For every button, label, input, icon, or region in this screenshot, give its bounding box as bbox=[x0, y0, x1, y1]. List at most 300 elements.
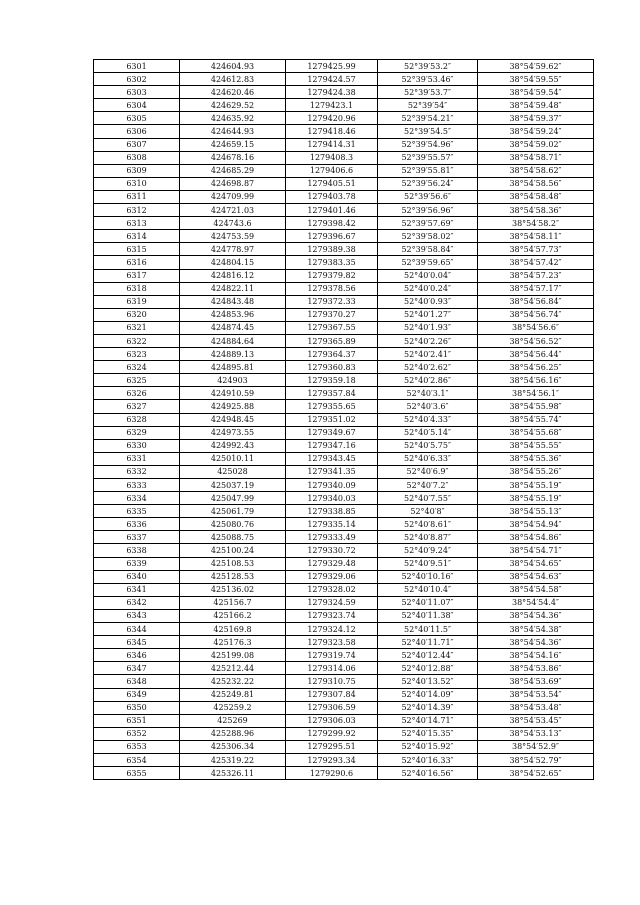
x-coordinate-cell: 425212.44 bbox=[180, 662, 286, 675]
longitude-cell: 38°54′55.68″ bbox=[478, 426, 594, 439]
latitude-cell: 52°40′9.51″ bbox=[378, 557, 478, 570]
y-coordinate-cell: 1279310.75 bbox=[286, 675, 378, 688]
longitude-cell: 38°54′54.16″ bbox=[478, 649, 594, 662]
point-number-cell: 6302 bbox=[94, 73, 180, 86]
latitude-cell: 52°39′54.5″ bbox=[378, 125, 478, 138]
latitude-cell: 52°40′11.07″ bbox=[378, 596, 478, 609]
x-coordinate-cell: 424620.46 bbox=[180, 86, 286, 99]
table-row bbox=[94, 177, 594, 190]
table-row bbox=[94, 767, 594, 780]
latitude-cell: 52°40′2.41″ bbox=[378, 348, 478, 361]
point-number-cell: 6336 bbox=[94, 518, 180, 531]
longitude-cell: 38°54′58.11″ bbox=[478, 230, 594, 243]
y-coordinate-cell: 1279420.96 bbox=[286, 112, 378, 125]
point-number-cell: 6353 bbox=[94, 740, 180, 753]
latitude-cell: 52°39′54″ bbox=[378, 99, 478, 112]
table-row bbox=[94, 217, 594, 230]
table-row bbox=[94, 112, 594, 125]
longitude-cell: 38°54′59.62″ bbox=[478, 60, 594, 73]
y-coordinate-cell: 1279423.1 bbox=[286, 99, 378, 112]
longitude-cell: 38°54′56.25″ bbox=[478, 361, 594, 374]
y-coordinate-cell: 1279406.6 bbox=[286, 164, 378, 177]
latitude-cell: 52°40′2.86″ bbox=[378, 374, 478, 387]
point-number-cell: 6339 bbox=[94, 557, 180, 570]
table-row bbox=[94, 204, 594, 217]
x-coordinate-cell: 425169.8 bbox=[180, 623, 286, 636]
table-row bbox=[94, 557, 594, 570]
y-coordinate-cell: 1279351.02 bbox=[286, 413, 378, 426]
latitude-cell: 52°40′14.71″ bbox=[378, 714, 478, 727]
y-coordinate-cell: 1279293.34 bbox=[286, 753, 378, 766]
longitude-cell: 38°54′55.19″ bbox=[478, 479, 594, 492]
point-number-cell: 6303 bbox=[94, 86, 180, 99]
latitude-cell: 52°40′8.61″ bbox=[378, 518, 478, 531]
table-row bbox=[94, 714, 594, 727]
point-number-cell: 6308 bbox=[94, 151, 180, 164]
x-coordinate-cell: 425080.76 bbox=[180, 518, 286, 531]
x-coordinate-cell: 424948.45 bbox=[180, 413, 286, 426]
x-coordinate-cell: 424612.83 bbox=[180, 73, 286, 86]
point-number-cell: 6316 bbox=[94, 256, 180, 269]
y-coordinate-cell: 1279349.67 bbox=[286, 426, 378, 439]
x-coordinate-cell: 425249.81 bbox=[180, 688, 286, 701]
table-row bbox=[94, 282, 594, 295]
latitude-cell: 52°39′59.65″ bbox=[378, 256, 478, 269]
x-coordinate-cell: 425319.22 bbox=[180, 753, 286, 766]
point-number-cell: 6346 bbox=[94, 649, 180, 662]
table-row bbox=[94, 505, 594, 518]
table-row bbox=[94, 570, 594, 583]
latitude-cell: 52°39′58.84″ bbox=[378, 243, 478, 256]
point-number-cell: 6343 bbox=[94, 609, 180, 622]
y-coordinate-cell: 1279335.14 bbox=[286, 518, 378, 531]
longitude-cell: 38°54′52.79″ bbox=[478, 753, 594, 766]
longitude-cell: 38°54′55.26″ bbox=[478, 465, 594, 478]
point-number-cell: 6321 bbox=[94, 321, 180, 334]
x-coordinate-cell: 424874.45 bbox=[180, 321, 286, 334]
y-coordinate-cell: 1279323.74 bbox=[286, 609, 378, 622]
latitude-cell: 52°40′4.33″ bbox=[378, 413, 478, 426]
point-number-cell: 6306 bbox=[94, 125, 180, 138]
x-coordinate-cell: 424604.93 bbox=[180, 60, 286, 73]
x-coordinate-cell: 425047.99 bbox=[180, 492, 286, 505]
table-row bbox=[94, 374, 594, 387]
table-row bbox=[94, 125, 594, 138]
latitude-cell: 52°40′1.93″ bbox=[378, 321, 478, 334]
table-row bbox=[94, 492, 594, 505]
x-coordinate-cell: 424721.03 bbox=[180, 204, 286, 217]
point-number-cell: 6335 bbox=[94, 505, 180, 518]
point-number-cell: 6349 bbox=[94, 688, 180, 701]
y-coordinate-cell: 1279360.83 bbox=[286, 361, 378, 374]
latitude-cell: 52°40′15.92″ bbox=[378, 740, 478, 753]
x-coordinate-cell: 424895.81 bbox=[180, 361, 286, 374]
y-coordinate-cell: 1279418.46 bbox=[286, 125, 378, 138]
latitude-cell: 52°39′53.2″ bbox=[378, 60, 478, 73]
point-number-cell: 6338 bbox=[94, 544, 180, 557]
y-coordinate-cell: 1279338.85 bbox=[286, 505, 378, 518]
y-coordinate-cell: 1279333.49 bbox=[286, 531, 378, 544]
x-coordinate-cell: 424853.96 bbox=[180, 308, 286, 321]
y-coordinate-cell: 1279324.12 bbox=[286, 623, 378, 636]
x-coordinate-cell: 425010.11 bbox=[180, 452, 286, 465]
point-number-cell: 6355 bbox=[94, 767, 180, 780]
y-coordinate-cell: 1279401.46 bbox=[286, 204, 378, 217]
table-row bbox=[94, 753, 594, 766]
x-coordinate-cell: 424843.48 bbox=[180, 295, 286, 308]
point-number-cell: 6347 bbox=[94, 662, 180, 675]
latitude-cell: 52°40′5.75″ bbox=[378, 439, 478, 452]
table-row bbox=[94, 636, 594, 649]
table-row bbox=[94, 334, 594, 347]
y-coordinate-cell: 1279357.84 bbox=[286, 387, 378, 400]
point-number-cell: 6350 bbox=[94, 701, 180, 714]
table-row bbox=[94, 675, 594, 688]
x-coordinate-cell: 424804.15 bbox=[180, 256, 286, 269]
x-coordinate-cell: 424685.29 bbox=[180, 164, 286, 177]
y-coordinate-cell: 1279341.35 bbox=[286, 465, 378, 478]
y-coordinate-cell: 1279359.18 bbox=[286, 374, 378, 387]
point-number-cell: 6341 bbox=[94, 583, 180, 596]
x-coordinate-cell: 425232.22 bbox=[180, 675, 286, 688]
y-coordinate-cell: 1279396.67 bbox=[286, 230, 378, 243]
x-coordinate-cell: 425028 bbox=[180, 465, 286, 478]
table-row bbox=[94, 465, 594, 478]
x-coordinate-cell: 424910.59 bbox=[180, 387, 286, 400]
longitude-cell: 38°54′55.36″ bbox=[478, 452, 594, 465]
x-coordinate-cell: 425136.02 bbox=[180, 583, 286, 596]
point-number-cell: 6301 bbox=[94, 60, 180, 73]
longitude-cell: 38°54′58.56″ bbox=[478, 177, 594, 190]
latitude-cell: 52°40′16.56″ bbox=[378, 767, 478, 780]
latitude-cell: 52°40′1.27″ bbox=[378, 308, 478, 321]
y-coordinate-cell: 1279328.02 bbox=[286, 583, 378, 596]
longitude-cell: 38°54′54.58″ bbox=[478, 583, 594, 596]
longitude-cell: 38°54′57.17″ bbox=[478, 282, 594, 295]
table-row bbox=[94, 230, 594, 243]
point-number-cell: 6352 bbox=[94, 727, 180, 740]
latitude-cell: 52°40′6.33″ bbox=[378, 452, 478, 465]
coordinate-table bbox=[93, 59, 594, 780]
y-coordinate-cell: 1279355.65 bbox=[286, 400, 378, 413]
x-coordinate-cell: 424644.93 bbox=[180, 125, 286, 138]
longitude-cell: 38°54′53.48″ bbox=[478, 701, 594, 714]
longitude-cell: 38°54′54.71″ bbox=[478, 544, 594, 557]
point-number-cell: 6334 bbox=[94, 492, 180, 505]
latitude-cell: 52°40′14.39″ bbox=[378, 701, 478, 714]
latitude-cell: 52°40′12.88″ bbox=[378, 662, 478, 675]
longitude-cell: 38°54′58.71″ bbox=[478, 151, 594, 164]
table-row bbox=[94, 151, 594, 164]
longitude-cell: 38°54′54.36″ bbox=[478, 636, 594, 649]
x-coordinate-cell: 424903 bbox=[180, 374, 286, 387]
point-number-cell: 6315 bbox=[94, 243, 180, 256]
y-coordinate-cell: 1279306.59 bbox=[286, 701, 378, 714]
longitude-cell: 38°54′54.4″ bbox=[478, 596, 594, 609]
y-coordinate-cell: 1279398.42 bbox=[286, 217, 378, 230]
point-number-cell: 6311 bbox=[94, 190, 180, 203]
y-coordinate-cell: 1279403.78 bbox=[286, 190, 378, 203]
table-row bbox=[94, 86, 594, 99]
longitude-cell: 38°54′56.6″ bbox=[478, 321, 594, 334]
y-coordinate-cell: 1279295.51 bbox=[286, 740, 378, 753]
latitude-cell: 52°40′5.14″ bbox=[378, 426, 478, 439]
latitude-cell: 52°40′15.35″ bbox=[378, 727, 478, 740]
table-row bbox=[94, 583, 594, 596]
y-coordinate-cell: 1279365.89 bbox=[286, 334, 378, 347]
longitude-cell: 38°54′55.74″ bbox=[478, 413, 594, 426]
y-coordinate-cell: 1279340.03 bbox=[286, 492, 378, 505]
y-coordinate-cell: 1279378.56 bbox=[286, 282, 378, 295]
x-coordinate-cell: 424992.43 bbox=[180, 439, 286, 452]
latitude-cell: 52°40′11.38″ bbox=[378, 609, 478, 622]
longitude-cell: 38°54′57.23″ bbox=[478, 269, 594, 282]
latitude-cell: 52°39′58.02″ bbox=[378, 230, 478, 243]
latitude-cell: 52°40′0.04″ bbox=[378, 269, 478, 282]
point-number-cell: 6307 bbox=[94, 138, 180, 151]
point-number-cell: 6319 bbox=[94, 295, 180, 308]
x-coordinate-cell: 424884.64 bbox=[180, 334, 286, 347]
point-number-cell: 6344 bbox=[94, 623, 180, 636]
latitude-cell: 52°40′12.44″ bbox=[378, 649, 478, 662]
coordinate-table-body bbox=[94, 60, 594, 780]
point-number-cell: 6304 bbox=[94, 99, 180, 112]
y-coordinate-cell: 1279424.57 bbox=[286, 73, 378, 86]
table-row bbox=[94, 479, 594, 492]
table-row bbox=[94, 348, 594, 361]
longitude-cell: 38°54′54.86″ bbox=[478, 531, 594, 544]
point-number-cell: 6326 bbox=[94, 387, 180, 400]
y-coordinate-cell: 1279372.33 bbox=[286, 295, 378, 308]
point-number-cell: 6309 bbox=[94, 164, 180, 177]
y-coordinate-cell: 1279383.35 bbox=[286, 256, 378, 269]
longitude-cell: 38°54′56.16″ bbox=[478, 374, 594, 387]
y-coordinate-cell: 1279424.38 bbox=[286, 86, 378, 99]
longitude-cell: 38°54′59.54″ bbox=[478, 86, 594, 99]
table-row bbox=[94, 531, 594, 544]
y-coordinate-cell: 1279329.06 bbox=[286, 570, 378, 583]
point-number-cell: 6324 bbox=[94, 361, 180, 374]
longitude-cell: 38°54′54.94″ bbox=[478, 518, 594, 531]
point-number-cell: 6330 bbox=[94, 439, 180, 452]
y-coordinate-cell: 1279367.55 bbox=[286, 321, 378, 334]
y-coordinate-cell: 1279405.51 bbox=[286, 177, 378, 190]
x-coordinate-cell: 424698.87 bbox=[180, 177, 286, 190]
point-number-cell: 6333 bbox=[94, 479, 180, 492]
longitude-cell: 38°54′52.65″ bbox=[478, 767, 594, 780]
x-coordinate-cell: 425088.75 bbox=[180, 531, 286, 544]
latitude-cell: 52°39′56.24″ bbox=[378, 177, 478, 190]
longitude-cell: 38°54′56.52″ bbox=[478, 334, 594, 347]
x-coordinate-cell: 425156.7 bbox=[180, 596, 286, 609]
x-coordinate-cell: 425108.53 bbox=[180, 557, 286, 570]
latitude-cell: 52°39′53.46″ bbox=[378, 73, 478, 86]
longitude-cell: 38°54′59.55″ bbox=[478, 73, 594, 86]
latitude-cell: 52°40′7.2″ bbox=[378, 479, 478, 492]
latitude-cell: 52°40′16.33″ bbox=[378, 753, 478, 766]
latitude-cell: 52°40′0.93″ bbox=[378, 295, 478, 308]
table-row bbox=[94, 243, 594, 256]
longitude-cell: 38°54′58.2″ bbox=[478, 217, 594, 230]
latitude-cell: 52°40′10.4″ bbox=[378, 583, 478, 596]
y-coordinate-cell: 1279414.31 bbox=[286, 138, 378, 151]
table-row bbox=[94, 99, 594, 112]
x-coordinate-cell: 424889.13 bbox=[180, 348, 286, 361]
y-coordinate-cell: 1279323.58 bbox=[286, 636, 378, 649]
point-number-cell: 6342 bbox=[94, 596, 180, 609]
x-coordinate-cell: 425306.34 bbox=[180, 740, 286, 753]
table-row bbox=[94, 295, 594, 308]
table-row bbox=[94, 452, 594, 465]
longitude-cell: 38°54′55.98″ bbox=[478, 400, 594, 413]
y-coordinate-cell: 1279319.74 bbox=[286, 649, 378, 662]
table-row bbox=[94, 649, 594, 662]
x-coordinate-cell: 424822.11 bbox=[180, 282, 286, 295]
longitude-cell: 38°54′54.65″ bbox=[478, 557, 594, 570]
table-row bbox=[94, 164, 594, 177]
longitude-cell: 38°54′53.54″ bbox=[478, 688, 594, 701]
longitude-cell: 38°54′54.63″ bbox=[478, 570, 594, 583]
table-row bbox=[94, 544, 594, 557]
y-coordinate-cell: 1279343.45 bbox=[286, 452, 378, 465]
table-row bbox=[94, 662, 594, 675]
table-row bbox=[94, 596, 594, 609]
y-coordinate-cell: 1279330.72 bbox=[286, 544, 378, 557]
latitude-cell: 52°40′3.1″ bbox=[378, 387, 478, 400]
y-coordinate-cell: 1279370.27 bbox=[286, 308, 378, 321]
latitude-cell: 52°40′0.24″ bbox=[378, 282, 478, 295]
table-row bbox=[94, 740, 594, 753]
longitude-cell: 38°54′53.86″ bbox=[478, 662, 594, 675]
latitude-cell: 52°39′56.96″ bbox=[378, 204, 478, 217]
longitude-cell: 38°54′53.45″ bbox=[478, 714, 594, 727]
y-coordinate-cell: 1279340.09 bbox=[286, 479, 378, 492]
table-row bbox=[94, 73, 594, 86]
x-coordinate-cell: 424659.15 bbox=[180, 138, 286, 151]
table-row bbox=[94, 269, 594, 282]
longitude-cell: 38°54′55.19″ bbox=[478, 492, 594, 505]
point-number-cell: 6332 bbox=[94, 465, 180, 478]
latitude-cell: 52°40′2.62″ bbox=[378, 361, 478, 374]
longitude-cell: 38°54′58.48″ bbox=[478, 190, 594, 203]
latitude-cell: 52°39′57.69″ bbox=[378, 217, 478, 230]
latitude-cell: 52°39′53.7″ bbox=[378, 86, 478, 99]
x-coordinate-cell: 425259.2 bbox=[180, 701, 286, 714]
x-coordinate-cell: 425199.08 bbox=[180, 649, 286, 662]
table-row bbox=[94, 688, 594, 701]
longitude-cell: 38°54′56.1″ bbox=[478, 387, 594, 400]
x-coordinate-cell: 424816.12 bbox=[180, 269, 286, 282]
table-row bbox=[94, 400, 594, 413]
latitude-cell: 52°40′8.87″ bbox=[378, 531, 478, 544]
y-coordinate-cell: 1279329.48 bbox=[286, 557, 378, 570]
table-row bbox=[94, 701, 594, 714]
latitude-cell: 52°39′55.57″ bbox=[378, 151, 478, 164]
longitude-cell: 38°54′57.42″ bbox=[478, 256, 594, 269]
latitude-cell: 52°40′9.24″ bbox=[378, 544, 478, 557]
table-row bbox=[94, 609, 594, 622]
table-row bbox=[94, 190, 594, 203]
longitude-cell: 38°54′56.44″ bbox=[478, 348, 594, 361]
latitude-cell: 52°40′13.52″ bbox=[378, 675, 478, 688]
point-number-cell: 6318 bbox=[94, 282, 180, 295]
point-number-cell: 6314 bbox=[94, 230, 180, 243]
y-coordinate-cell: 1279408.3 bbox=[286, 151, 378, 164]
latitude-cell: 52°39′54.21″ bbox=[378, 112, 478, 125]
latitude-cell: 52°40′7.55″ bbox=[378, 492, 478, 505]
point-number-cell: 6325 bbox=[94, 374, 180, 387]
table-row bbox=[94, 387, 594, 400]
x-coordinate-cell: 425061.79 bbox=[180, 505, 286, 518]
y-coordinate-cell: 1279364.37 bbox=[286, 348, 378, 361]
x-coordinate-cell: 424629.52 bbox=[180, 99, 286, 112]
x-coordinate-cell: 424925.88 bbox=[180, 400, 286, 413]
y-coordinate-cell: 1279324.59 bbox=[286, 596, 378, 609]
point-number-cell: 6313 bbox=[94, 217, 180, 230]
longitude-cell: 38°54′58.62″ bbox=[478, 164, 594, 177]
latitude-cell: 52°40′11.5″ bbox=[378, 623, 478, 636]
point-number-cell: 6328 bbox=[94, 413, 180, 426]
point-number-cell: 6312 bbox=[94, 204, 180, 217]
point-number-cell: 6340 bbox=[94, 570, 180, 583]
x-coordinate-cell: 424743.6 bbox=[180, 217, 286, 230]
latitude-cell: 52°40′2.26″ bbox=[378, 334, 478, 347]
latitude-cell: 52°40′6.9″ bbox=[378, 465, 478, 478]
longitude-cell: 38°54′59.24″ bbox=[478, 125, 594, 138]
point-number-cell: 6348 bbox=[94, 675, 180, 688]
latitude-cell: 52°40′14.09″ bbox=[378, 688, 478, 701]
y-coordinate-cell: 1279299.92 bbox=[286, 727, 378, 740]
x-coordinate-cell: 425288.96 bbox=[180, 727, 286, 740]
longitude-cell: 38°54′59.37″ bbox=[478, 112, 594, 125]
longitude-cell: 38°54′53.13″ bbox=[478, 727, 594, 740]
point-number-cell: 6310 bbox=[94, 177, 180, 190]
y-coordinate-cell: 1279306.03 bbox=[286, 714, 378, 727]
x-coordinate-cell: 425269 bbox=[180, 714, 286, 727]
x-coordinate-cell: 424635.92 bbox=[180, 112, 286, 125]
table-row bbox=[94, 361, 594, 374]
latitude-cell: 52°40′11.71″ bbox=[378, 636, 478, 649]
longitude-cell: 38°54′59.02″ bbox=[478, 138, 594, 151]
longitude-cell: 38°54′53.69″ bbox=[478, 675, 594, 688]
table-row bbox=[94, 623, 594, 636]
x-coordinate-cell: 424973.55 bbox=[180, 426, 286, 439]
latitude-cell: 52°40′3.6″ bbox=[378, 400, 478, 413]
table-row bbox=[94, 413, 594, 426]
x-coordinate-cell: 425176.3 bbox=[180, 636, 286, 649]
table-row bbox=[94, 439, 594, 452]
x-coordinate-cell: 425037.19 bbox=[180, 479, 286, 492]
x-coordinate-cell: 425166.2 bbox=[180, 609, 286, 622]
longitude-cell: 38°54′55.13″ bbox=[478, 505, 594, 518]
latitude-cell: 52°39′56.6″ bbox=[378, 190, 478, 203]
point-number-cell: 6329 bbox=[94, 426, 180, 439]
table-row bbox=[94, 321, 594, 334]
x-coordinate-cell: 424753.59 bbox=[180, 230, 286, 243]
y-coordinate-cell: 1279347.16 bbox=[286, 439, 378, 452]
point-number-cell: 6351 bbox=[94, 714, 180, 727]
latitude-cell: 52°40′10.16″ bbox=[378, 570, 478, 583]
latitude-cell: 52°39′54.96″ bbox=[378, 138, 478, 151]
x-coordinate-cell: 425100.24 bbox=[180, 544, 286, 557]
y-coordinate-cell: 1279307.84 bbox=[286, 688, 378, 701]
longitude-cell: 38°54′57.73″ bbox=[478, 243, 594, 256]
table-row bbox=[94, 60, 594, 73]
point-number-cell: 6317 bbox=[94, 269, 180, 282]
latitude-cell: 52°39′55.81″ bbox=[378, 164, 478, 177]
table-row bbox=[94, 426, 594, 439]
point-number-cell: 6322 bbox=[94, 334, 180, 347]
